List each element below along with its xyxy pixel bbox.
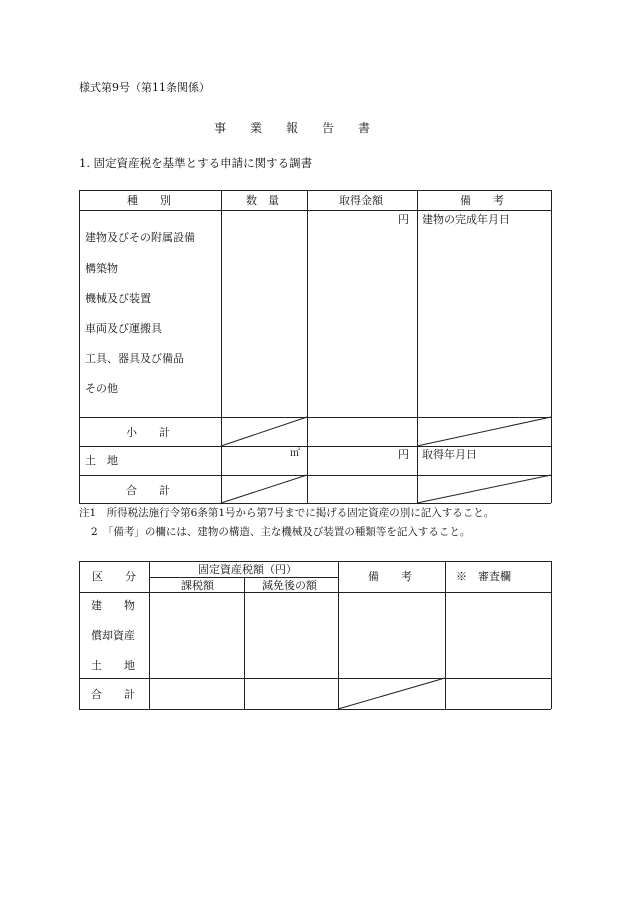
header-quantity: 数 量 — [246, 194, 279, 207]
header-tax-group: 固定資産税額（円） — [198, 563, 297, 576]
section1-heading: 1. 固定資産税を基準とする申請に関する調書 — [79, 156, 313, 170]
amount-yen-unit: 円 — [398, 213, 409, 226]
form-label: 様式第9号（第11条関係） — [79, 81, 210, 94]
total-remarks-diagonal — [417, 475, 551, 503]
header-amount: 取得金額 — [339, 194, 383, 207]
row-buildings: 建 物 — [91, 599, 135, 612]
item-other: その他 — [85, 382, 118, 395]
subtotal-label: 小 計 — [126, 426, 170, 439]
subtotal-remarks-diagonal — [417, 417, 551, 446]
item-structures: 構築物 — [85, 262, 118, 275]
header-taxed: 課税額 — [181, 579, 214, 592]
total-quantity-diagonal — [221, 475, 307, 503]
header-kind: 種 別 — [127, 194, 171, 207]
subtotal-quantity-diagonal — [221, 417, 307, 446]
header-category: 区 分 — [92, 570, 136, 583]
note-2: 2 「備考」の欄には、建物の構造、主な機械及び装置の種類等を記入すること。 — [91, 526, 471, 538]
item-machinery: 機械及び装置 — [85, 292, 151, 305]
header-remarks-2: 備 考 — [368, 570, 412, 583]
note-1: 注1 所得税法施行令第6条第1号から第7号までに掲げる固定資産の別に記入すること。 — [79, 507, 495, 519]
total-label: 合 計 — [126, 484, 170, 497]
land-yen-unit: 円 — [398, 448, 409, 461]
land-remarks-acquisition-date: 取得年月日 — [422, 448, 477, 461]
table2-total-label: 合 計 — [91, 688, 135, 701]
land-label: 土 地 — [85, 454, 118, 467]
header-review: ※ 審査欄 — [456, 570, 511, 583]
header-after-reduction: 減免後の額 — [262, 579, 317, 592]
header-remarks: 備 考 — [460, 194, 504, 207]
row-depreciable-assets: 償却資産 — [91, 629, 135, 642]
document-title: 事 業 報 告 書 — [214, 121, 371, 135]
item-tools: 工具、器具及び備品 — [85, 352, 184, 365]
sqm-unit: ㎡ — [290, 448, 300, 459]
remarks-building-completion: 建物の完成年月日 — [422, 213, 510, 226]
item-buildings: 建物及びその附属設備 — [85, 231, 195, 244]
table2-total-remarks-diagonal — [338, 678, 445, 709]
row-land: 土 地 — [91, 659, 135, 672]
item-vehicles: 車両及び運搬具 — [85, 322, 162, 335]
